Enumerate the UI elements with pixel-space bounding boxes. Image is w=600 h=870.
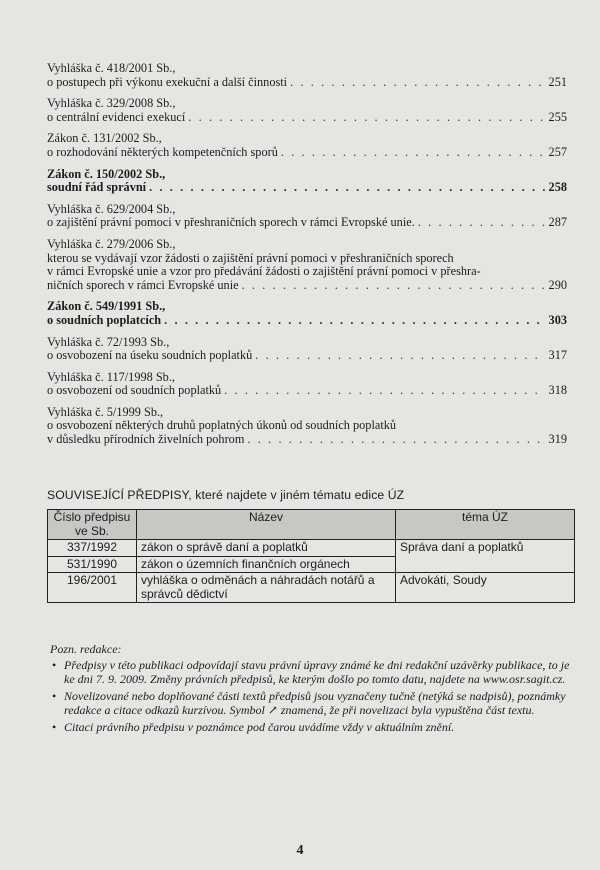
toc-entry-leader-line xyxy=(47,279,567,293)
toc-entry-title: Vyhláška č. 117/1998 Sb., xyxy=(47,369,175,384)
toc-page-number: 303 xyxy=(548,312,567,327)
table-header-row xyxy=(48,510,575,540)
table-row xyxy=(48,540,575,557)
toc-entry xyxy=(47,300,567,327)
toc-page-number: 258 xyxy=(548,180,567,195)
toc-entry-title: Vyhláška č. 329/2008 Sb., xyxy=(47,96,176,111)
header-name: Název xyxy=(137,510,396,540)
cell-topic: Správa daní a poplatků xyxy=(396,540,575,573)
editorial-note-label: Pozn. redakce: xyxy=(50,642,122,656)
dot-leader xyxy=(281,146,546,160)
table-row xyxy=(48,573,575,603)
toc-entry-leader-line xyxy=(47,76,567,90)
toc-entry-line: o osvobození od soudních poplatků xyxy=(47,383,222,398)
toc-entry-line: o osvobození některých druhů poplatných úkonů od soudních poplatků xyxy=(47,418,397,433)
related-regulations-table xyxy=(47,509,575,603)
toc-entry-line: v důsledku přírodních živelních pohrom xyxy=(47,432,245,447)
dot-leader xyxy=(290,76,545,90)
header-number: Číslo předpisu ve Sb. xyxy=(48,510,137,540)
toc-entry-line: o centrální evidenci exekucí xyxy=(47,109,186,124)
dot-leader xyxy=(164,314,545,328)
cell-number: 337/1992 xyxy=(48,540,137,557)
toc-page-number: 290 xyxy=(548,277,567,292)
cell-name: zákon o územních finančních orgánech xyxy=(137,556,396,573)
toc-entry-title: Vyhláška č. 5/1999 Sb., xyxy=(47,404,164,419)
page-number: 4 xyxy=(296,843,304,858)
toc-entry-leader-line xyxy=(47,181,567,195)
toc-entry-leader-line xyxy=(47,433,567,447)
toc-entry-line: kterou se vydávají vzor žádosti o zajištění právní pomoci v přeshraničních sporech xyxy=(47,250,454,265)
header-topic: téma ÚZ xyxy=(396,510,575,540)
dot-leader xyxy=(255,349,545,363)
toc-entry xyxy=(47,62,567,89)
toc-entry-line: o osvobození na úseku soudních poplatků xyxy=(47,348,253,363)
cell-topic: Advokáti, Soudy xyxy=(396,573,575,603)
toc-entry-title: Vyhláška č. 629/2004 Sb., xyxy=(47,201,176,216)
cell-number: 531/1990 xyxy=(48,556,137,573)
toc-entry-title: Vyhláška č. 418/2001 Sb., xyxy=(47,61,176,75)
toc-page-number: 319 xyxy=(548,432,567,447)
dot-leader xyxy=(224,384,545,398)
toc-entry-title: Zákon č. 131/2002 Sb., xyxy=(47,131,162,146)
toc-page-number: 318 xyxy=(548,383,567,398)
cell-name: vyhláška o odměnách a náhradách notářů a správců dědictví xyxy=(137,573,396,603)
dot-leader xyxy=(149,181,545,195)
toc-entry-leader-line xyxy=(47,349,567,363)
dot-leader xyxy=(242,279,546,293)
toc-page-number: 257 xyxy=(548,144,567,159)
toc-page-number: 287 xyxy=(548,215,567,230)
toc-entry-line: ničních sporech v rámci Evropské unie xyxy=(47,277,239,292)
toc-entry xyxy=(47,406,567,447)
table-of-contents xyxy=(47,62,567,447)
toc-entry-title: Zákon č. 549/1991 Sb., xyxy=(47,299,166,314)
toc-entry-leader-line xyxy=(47,216,567,230)
toc-entry-leader-line xyxy=(47,146,567,160)
dot-leader xyxy=(247,433,545,447)
dot-leader xyxy=(418,216,546,230)
dot-leader xyxy=(188,111,545,125)
editorial-notes-list xyxy=(50,659,580,739)
toc-entry-title: Zákon č. 150/2002 Sb., xyxy=(47,166,166,181)
toc-entry-leader-line xyxy=(47,314,567,328)
cell-name: zákon o správě daní a poplatků xyxy=(137,540,396,557)
cell-number: 196/2001 xyxy=(48,573,137,603)
toc-entry-title: Vyhláška č. 72/1993 Sb., xyxy=(47,334,170,349)
toc-entry-line: soudní řád správní xyxy=(47,180,147,195)
toc-page-number: 251 xyxy=(548,74,567,89)
editorial-note-item: • Novelizované nebo doplňované části textů předpisů jsou vyznačeny tučně (netýká se nadpisů), poznámky redakce a citace odkazů kurzívou. Symbol ↗ znamená, že při novelizaci byla vypuštěna část textu. xyxy=(50,690,580,717)
toc-entry xyxy=(47,132,567,159)
toc-entry-leader-line xyxy=(47,111,567,125)
editorial-note-item: • Předpisy v této publikaci odpovídají stavu právní úpravy známé ke dni redakční uzávěrky publikace, to je ke dni 7. 9. 2009. Změny právních předpisů, ke kterým došlo po tomto datu, najdete na www.osr.sagit.cz. xyxy=(50,659,580,686)
toc-page-number: 255 xyxy=(548,109,567,124)
toc-entry xyxy=(47,371,567,398)
toc-entry-title: Vyhláška č. 279/2006 Sb., xyxy=(47,236,176,251)
toc-entry-leader-line xyxy=(47,384,567,398)
toc-entry xyxy=(47,203,567,230)
related-regulations-title: SOUVISEJÍCÍ PŘEDPISY, které najdete v jiném tématu edice ÚZ xyxy=(47,488,405,502)
toc-page-number: 317 xyxy=(548,348,567,363)
toc-entry-line: o rozhodování některých kompetenčních sporů xyxy=(47,144,278,159)
toc-entry xyxy=(47,168,567,195)
toc-entry-line: o zajištění právní pomoci v přeshraničních sporech v rámci Evropské unie. xyxy=(47,215,415,230)
toc-entry-line: o postupech při výkonu exekuční a další činnosti xyxy=(47,74,288,89)
toc-entry-line: v rámci Evropské unie a vzor pro předávání žádosti o zajištění právní pomoci v přeshra- xyxy=(47,264,481,279)
toc-entry xyxy=(47,97,567,124)
toc-entry xyxy=(47,336,567,363)
toc-entry xyxy=(47,238,567,292)
toc-entry-line: o soudních poplatcích xyxy=(47,312,162,327)
editorial-note-item: • Citaci právního předpisu v poznámce pod čarou uvádíme vždy v aktuálním znění. xyxy=(50,721,580,735)
